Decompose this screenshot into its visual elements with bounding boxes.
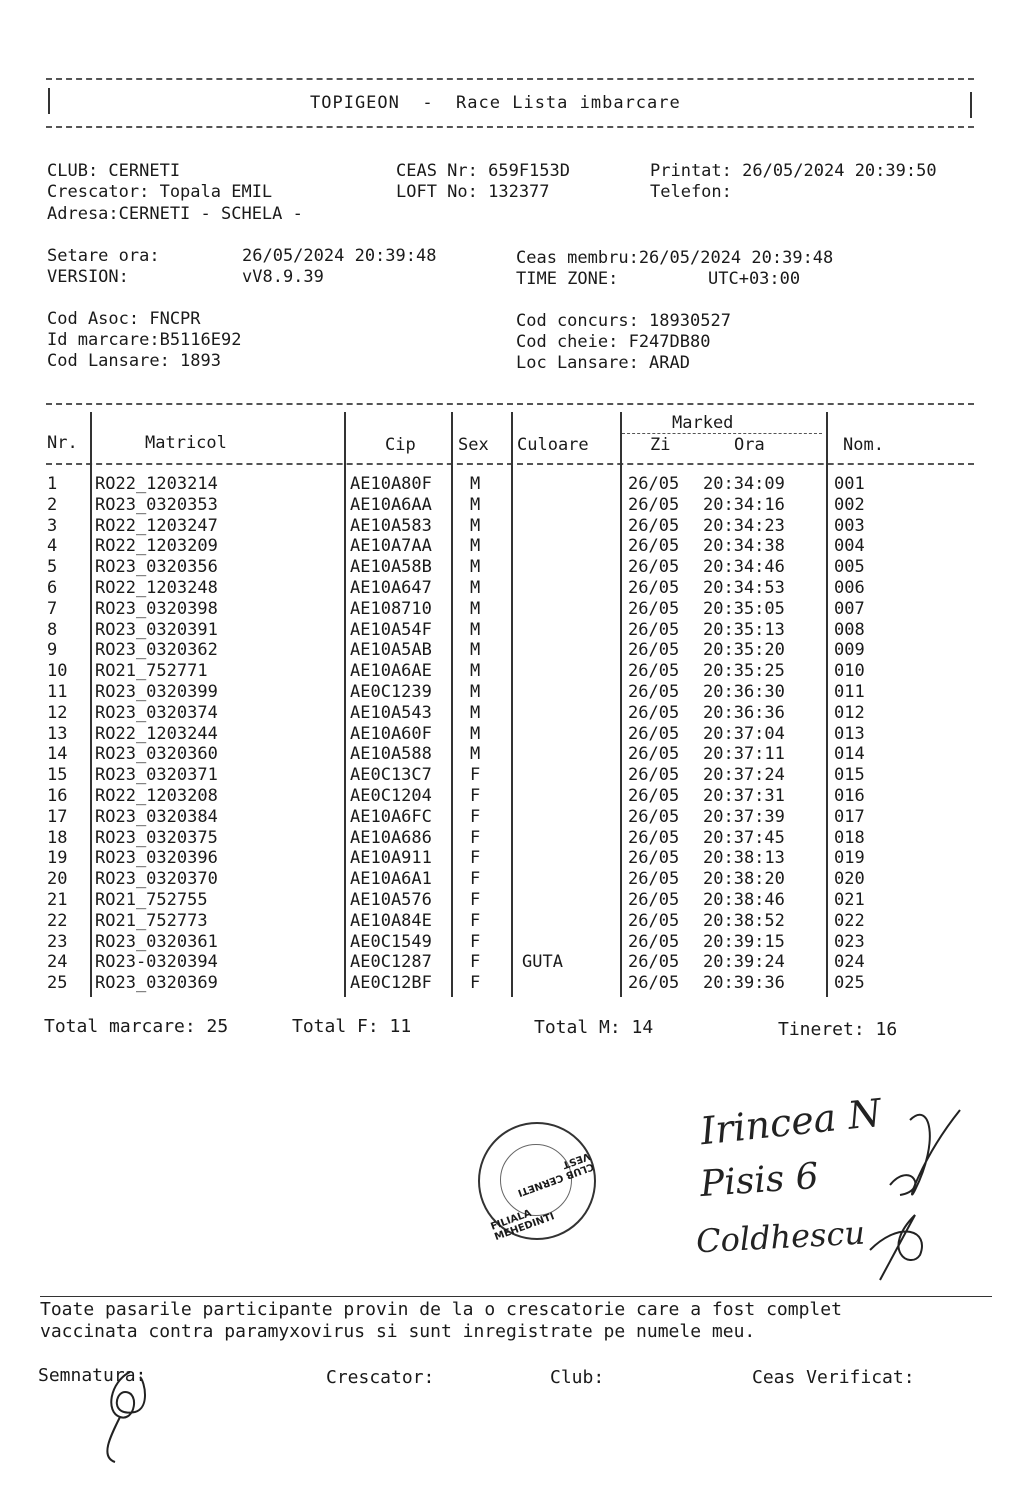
cell-ora: 20:37:39 bbox=[703, 806, 785, 827]
cell-nr: 18 bbox=[47, 827, 68, 848]
cell-ora: 20:34:16 bbox=[703, 494, 785, 515]
stamp-text-arc: FILIALA MEHEDINTI bbox=[489, 1207, 557, 1244]
cell-cip: AE10A6AA bbox=[350, 494, 432, 515]
cell-sex: F bbox=[470, 786, 481, 806]
report-title: TOPIGEON - Race Lista imbarcare bbox=[310, 93, 681, 113]
cell-matricol: RO23_0320370 bbox=[95, 869, 218, 890]
table-row bbox=[0, 557, 1024, 578]
cell-matricol: RO23_0320371 bbox=[95, 765, 218, 786]
cell-sex: M bbox=[470, 640, 481, 661]
cell-matricol: RO23_0320398 bbox=[95, 598, 218, 619]
member-clock: Ceas membru:26/05/2024 20:39:48 bbox=[516, 248, 834, 268]
clock-verified-label: Ceas Verificat: bbox=[752, 1367, 915, 1388]
footer-rule bbox=[40, 1296, 992, 1297]
cell-nom: 007 bbox=[834, 598, 865, 619]
cell-sex: F bbox=[470, 973, 481, 994]
club-name: CLUB: CERNETI bbox=[47, 161, 181, 181]
col-header-marked: Marked bbox=[672, 413, 734, 433]
cell-cip: AE0C1239 bbox=[350, 682, 432, 702]
table-row bbox=[0, 932, 1024, 953]
cell-sex: M bbox=[470, 474, 481, 494]
cell-nr: 21 bbox=[47, 890, 68, 910]
cell-sex: M bbox=[470, 619, 481, 640]
col-header-nr: Nr. bbox=[47, 433, 78, 453]
cell-nom: 009 bbox=[834, 640, 865, 661]
cell-sex: F bbox=[470, 848, 481, 869]
marking-id: Id marcare:B5116E92 bbox=[47, 330, 242, 350]
cell-matricol: RO22_1203244 bbox=[95, 723, 218, 744]
table-row bbox=[0, 474, 1024, 495]
cell-nr: 6 bbox=[47, 578, 58, 598]
cell-matricol: RO22_1203214 bbox=[95, 474, 218, 494]
cell-matricol: RO23_0320369 bbox=[95, 973, 218, 994]
cell-ora: 20:34:46 bbox=[703, 557, 785, 578]
cell-nr: 12 bbox=[47, 702, 68, 723]
table-row bbox=[0, 807, 1024, 828]
cell-nr: 17 bbox=[47, 806, 68, 827]
phone: Telefon: bbox=[650, 182, 732, 202]
cell-nom: 025 bbox=[834, 973, 865, 994]
cell-cip: AE10A58B bbox=[350, 557, 432, 578]
table-header-top-rule bbox=[46, 403, 974, 405]
cell-nr: 13 bbox=[47, 723, 68, 744]
cell-zi: 26/05 bbox=[628, 952, 680, 973]
table-row bbox=[0, 516, 1024, 537]
table-row bbox=[0, 599, 1024, 620]
cell-zi: 26/05 bbox=[628, 744, 680, 765]
table-row bbox=[0, 890, 1024, 911]
race-code: Cod concurs: 18930527 bbox=[516, 311, 731, 331]
cell-nr: 20 bbox=[47, 869, 68, 890]
cell-sex: M bbox=[470, 557, 481, 578]
cell-matricol: RO21_752755 bbox=[95, 890, 208, 910]
set-time-label: Setare ora: bbox=[47, 246, 160, 266]
cell-nom: 021 bbox=[834, 890, 865, 910]
cell-cip: AE0C13C7 bbox=[350, 765, 432, 786]
set-time-value: 26/05/2024 20:39:48 bbox=[242, 246, 437, 266]
table-row bbox=[0, 536, 1024, 557]
cell-sex: F bbox=[470, 806, 481, 827]
version-label: VERSION: bbox=[47, 267, 129, 287]
cell-matricol: RO23_0320391 bbox=[95, 619, 218, 640]
cell-sex: M bbox=[470, 702, 481, 723]
cell-ora: 20:34:38 bbox=[703, 536, 785, 557]
cell-ora: 20:35:13 bbox=[703, 619, 785, 640]
table-row bbox=[0, 765, 1024, 786]
total-young: Tineret: 16 bbox=[778, 1019, 898, 1040]
total-females: Total F: 11 bbox=[292, 1016, 412, 1037]
cell-matricol: RO23_0320375 bbox=[95, 827, 218, 848]
table-header-bottom-rule bbox=[46, 463, 974, 465]
title-box-right-border bbox=[970, 92, 972, 118]
clock-number: CEAS Nr: 659F153D bbox=[396, 161, 570, 181]
cell-matricol: RO22_1203248 bbox=[95, 578, 218, 598]
cell-matricol: RO23_0320396 bbox=[95, 848, 218, 869]
col-header-cip: Cip bbox=[385, 435, 416, 455]
cell-zi: 26/05 bbox=[628, 702, 680, 723]
cell-zi: 26/05 bbox=[628, 890, 680, 910]
cell-cip: AE10A5AB bbox=[350, 640, 432, 661]
cell-sex: M bbox=[470, 723, 481, 744]
handwritten-line-3: Coldhescu bbox=[695, 1213, 866, 1261]
col-header-nom: Nom. bbox=[843, 435, 884, 455]
col-header-culoare: Culoare bbox=[517, 435, 589, 455]
breeder-signature-label: Crescator: bbox=[326, 1367, 435, 1388]
cell-nom: 012 bbox=[834, 702, 865, 723]
cell-cip: AE10A84E bbox=[350, 910, 432, 931]
table-row bbox=[0, 973, 1024, 994]
cell-matricol: RO22_1203209 bbox=[95, 536, 218, 557]
declaration-line-2: vaccinata contra paramyxovirus si sunt inregistrate pe numele meu. bbox=[40, 1321, 756, 1342]
cell-zi: 26/05 bbox=[628, 598, 680, 619]
cell-cip: AE0C1204 bbox=[350, 786, 432, 806]
address: Adresa:CERNETI - SCHELA - bbox=[47, 204, 303, 224]
cell-ora: 20:39:36 bbox=[703, 973, 785, 994]
cell-nr: 14 bbox=[47, 744, 68, 765]
breeder-name: Crescator: Topala EMIL bbox=[47, 182, 273, 202]
cell-cip: AE10A911 bbox=[350, 848, 432, 869]
cell-sex: F bbox=[470, 931, 481, 952]
cell-nr: 3 bbox=[47, 515, 58, 536]
signature-label: Semnatura: bbox=[38, 1365, 147, 1386]
total-marked: Total marcare: 25 bbox=[44, 1016, 229, 1037]
cell-ora: 20:34:53 bbox=[703, 578, 785, 598]
cell-nr: 22 bbox=[47, 910, 68, 931]
cell-cip: AE10A588 bbox=[350, 744, 432, 765]
cell-matricol: RO23_0320360 bbox=[95, 744, 218, 765]
handwritten-signature bbox=[90, 1362, 170, 1472]
cell-nom: 008 bbox=[834, 619, 865, 640]
cell-nom: 006 bbox=[834, 578, 865, 598]
cell-ora: 20:38:20 bbox=[703, 869, 785, 890]
cell-nom: 019 bbox=[834, 848, 865, 869]
time-zone-value: UTC+03:00 bbox=[708, 269, 801, 289]
col-header-sex: Sex bbox=[458, 435, 489, 455]
cell-ora: 20:37:11 bbox=[703, 744, 785, 765]
cell-nom: 002 bbox=[834, 494, 865, 515]
cell-nr: 5 bbox=[47, 557, 58, 578]
cell-cip: AE0C1549 bbox=[350, 931, 432, 952]
cell-cip: AE10A80F bbox=[350, 474, 432, 494]
cell-nr: 15 bbox=[47, 765, 68, 786]
cell-ora: 20:34:23 bbox=[703, 515, 785, 536]
cell-nr: 8 bbox=[47, 619, 58, 640]
cell-nr: 24 bbox=[47, 952, 68, 973]
cell-sex: M bbox=[470, 598, 481, 619]
cell-matricol: RO22_1203208 bbox=[95, 786, 218, 806]
cell-nr: 23 bbox=[47, 931, 68, 952]
table-row bbox=[0, 661, 1024, 682]
cell-sex: F bbox=[470, 910, 481, 931]
cell-cip: AE10A686 bbox=[350, 827, 432, 848]
cell-zi: 26/05 bbox=[628, 765, 680, 786]
cell-zi: 26/05 bbox=[628, 827, 680, 848]
cell-cip: AE0C1287 bbox=[350, 952, 432, 973]
loft-number: LOFT No: 132377 bbox=[396, 182, 550, 202]
handwritten-initials bbox=[860, 1100, 980, 1290]
cell-nom: 010 bbox=[834, 661, 865, 682]
declaration-line-1: Toate pasarile participante provin de la o crescatorie care a fost complet bbox=[40, 1299, 842, 1320]
cell-nom: 024 bbox=[834, 952, 865, 973]
cell-zi: 26/05 bbox=[628, 640, 680, 661]
cell-ora: 20:36:36 bbox=[703, 702, 785, 723]
cell-ora: 20:35:05 bbox=[703, 598, 785, 619]
title-box-top-border bbox=[46, 78, 974, 80]
stamp-text-center: CLUB CERNETI VEST bbox=[516, 1149, 596, 1199]
cell-cip: AE10A7AA bbox=[350, 536, 432, 557]
cell-nr: 1 bbox=[47, 474, 58, 494]
cell-cip: AE10A543 bbox=[350, 702, 432, 723]
association-code: Cod Asoc: FNCPR bbox=[47, 309, 201, 329]
cell-nom: 023 bbox=[834, 931, 865, 952]
cell-cip: AE0C12BF bbox=[350, 973, 432, 994]
table-row bbox=[0, 620, 1024, 641]
table-row bbox=[0, 578, 1024, 599]
cell-ora: 20:35:20 bbox=[703, 640, 785, 661]
cell-matricol: RO23_0320356 bbox=[95, 557, 218, 578]
table-row bbox=[0, 640, 1024, 661]
cell-sex: M bbox=[470, 515, 481, 536]
table-row bbox=[0, 786, 1024, 807]
cell-ora: 20:38:46 bbox=[703, 890, 785, 910]
cell-ora: 20:39:24 bbox=[703, 952, 785, 973]
cell-nr: 7 bbox=[47, 598, 58, 619]
cell-nr: 16 bbox=[47, 786, 68, 806]
cell-nr: 25 bbox=[47, 973, 68, 994]
cell-nom: 017 bbox=[834, 806, 865, 827]
table-row bbox=[0, 724, 1024, 745]
cell-cip: AE10A576 bbox=[350, 890, 432, 910]
cell-nom: 016 bbox=[834, 786, 865, 806]
cell-zi: 26/05 bbox=[628, 848, 680, 869]
cell-culoare: GUTA bbox=[522, 952, 563, 973]
cell-sex: M bbox=[470, 536, 481, 557]
table-row bbox=[0, 952, 1024, 973]
cell-matricol: RO23_0320399 bbox=[95, 682, 218, 702]
cell-sex: F bbox=[470, 869, 481, 890]
title-box-bottom-border bbox=[46, 126, 974, 128]
cell-matricol: RO23_0320361 bbox=[95, 931, 218, 952]
cell-zi: 26/05 bbox=[628, 786, 680, 806]
cell-cip: AE10A583 bbox=[350, 515, 432, 536]
cell-ora: 20:36:30 bbox=[703, 682, 785, 702]
handwritten-line-1: Irincea N bbox=[698, 1090, 884, 1154]
club-signature-label: Club: bbox=[550, 1367, 605, 1388]
title-box-left-border bbox=[48, 88, 50, 114]
cell-nom: 022 bbox=[834, 910, 865, 931]
key-code: Cod cheie: F247DB80 bbox=[516, 332, 711, 352]
cell-zi: 26/05 bbox=[628, 661, 680, 682]
table-row bbox=[0, 848, 1024, 869]
cell-zi: 26/05 bbox=[628, 474, 680, 494]
cell-ora: 20:38:13 bbox=[703, 848, 785, 869]
cell-matricol: RO21_752771 bbox=[95, 661, 208, 682]
cell-ora: 20:39:15 bbox=[703, 931, 785, 952]
cell-nr: 2 bbox=[47, 494, 58, 515]
cell-sex: F bbox=[470, 827, 481, 848]
cell-ora: 20:38:52 bbox=[703, 910, 785, 931]
cell-sex: F bbox=[470, 952, 481, 973]
cell-ora: 20:34:09 bbox=[703, 474, 785, 494]
cell-matricol: RO23_0320374 bbox=[95, 702, 218, 723]
cell-nr: 19 bbox=[47, 848, 68, 869]
cell-zi: 26/05 bbox=[628, 910, 680, 931]
cell-zi: 26/05 bbox=[628, 973, 680, 994]
table-row bbox=[0, 703, 1024, 724]
cell-nom: 001 bbox=[834, 474, 865, 494]
cell-nr: 11 bbox=[47, 682, 68, 702]
cell-matricol: RO22_1203247 bbox=[95, 515, 218, 536]
cell-zi: 26/05 bbox=[628, 723, 680, 744]
cell-sex: M bbox=[470, 682, 481, 702]
cell-matricol: RO23_0320362 bbox=[95, 640, 218, 661]
table-row bbox=[0, 911, 1024, 932]
cell-cip: AE10A647 bbox=[350, 578, 432, 598]
cell-zi: 26/05 bbox=[628, 578, 680, 598]
cell-nom: 015 bbox=[834, 765, 865, 786]
cell-zi: 26/05 bbox=[628, 682, 680, 702]
cell-nom: 018 bbox=[834, 827, 865, 848]
cell-nom: 013 bbox=[834, 723, 865, 744]
col-header-matricol: Matricol bbox=[145, 433, 227, 453]
time-zone-label: TIME ZONE: bbox=[516, 269, 619, 289]
cell-ora: 20:35:25 bbox=[703, 661, 785, 682]
cell-nom: 011 bbox=[834, 682, 865, 702]
cell-nom: 004 bbox=[834, 536, 865, 557]
cell-zi: 26/05 bbox=[628, 869, 680, 890]
cell-nom: 014 bbox=[834, 744, 865, 765]
cell-cip: AE10A6A1 bbox=[350, 869, 432, 890]
cell-sex: F bbox=[470, 890, 481, 910]
cell-sex: F bbox=[470, 765, 481, 786]
cell-matricol: RO21_752773 bbox=[95, 910, 208, 931]
handwritten-line-2: Pisis 6 bbox=[698, 1155, 820, 1206]
cell-cip: AE10A60F bbox=[350, 723, 432, 744]
cell-matricol: RO23_0320353 bbox=[95, 494, 218, 515]
version-value: vV8.9.39 bbox=[242, 267, 324, 287]
cell-zi: 26/05 bbox=[628, 931, 680, 952]
cell-matricol: RO23-0320394 bbox=[95, 952, 218, 973]
cell-matricol: RO23_0320384 bbox=[95, 806, 218, 827]
col-header-zi: Zi bbox=[650, 435, 671, 455]
cell-zi: 26/05 bbox=[628, 806, 680, 827]
cell-nom: 003 bbox=[834, 515, 865, 536]
cell-zi: 26/05 bbox=[628, 619, 680, 640]
cell-zi: 26/05 bbox=[628, 494, 680, 515]
cell-zi: 26/05 bbox=[628, 536, 680, 557]
cell-zi: 26/05 bbox=[628, 557, 680, 578]
cell-sex: M bbox=[470, 661, 481, 682]
cell-nr: 10 bbox=[47, 661, 68, 682]
col-header-ora: Ora bbox=[734, 435, 765, 455]
release-location: Loc Lansare: ARAD bbox=[516, 353, 690, 373]
cell-ora: 20:37:24 bbox=[703, 765, 785, 786]
cell-ora: 20:37:45 bbox=[703, 827, 785, 848]
table-row bbox=[0, 682, 1024, 703]
cell-cip: AE10A54F bbox=[350, 619, 432, 640]
cell-cip: AE10A6AE bbox=[350, 661, 432, 682]
cell-sex: M bbox=[470, 578, 481, 598]
printed-datetime: Printat: 26/05/2024 20:39:50 bbox=[650, 161, 937, 181]
cell-ora: 20:37:04 bbox=[703, 723, 785, 744]
cell-nr: 9 bbox=[47, 640, 58, 661]
table-row bbox=[0, 869, 1024, 890]
total-males: Total M: 14 bbox=[534, 1017, 654, 1038]
table-row bbox=[0, 495, 1024, 516]
cell-zi: 26/05 bbox=[628, 515, 680, 536]
release-code: Cod Lansare: 1893 bbox=[47, 351, 221, 371]
cell-cip: AE108710 bbox=[350, 598, 432, 619]
cell-ora: 20:37:31 bbox=[703, 786, 785, 806]
cell-nr: 4 bbox=[47, 536, 58, 557]
cell-cip: AE10A6FC bbox=[350, 806, 432, 827]
cell-sex: M bbox=[470, 744, 481, 765]
cell-sex: M bbox=[470, 494, 481, 515]
cell-nom: 020 bbox=[834, 869, 865, 890]
cell-nom: 005 bbox=[834, 557, 865, 578]
table-row bbox=[0, 744, 1024, 765]
table-row bbox=[0, 828, 1024, 849]
club-stamp bbox=[478, 1122, 596, 1244]
